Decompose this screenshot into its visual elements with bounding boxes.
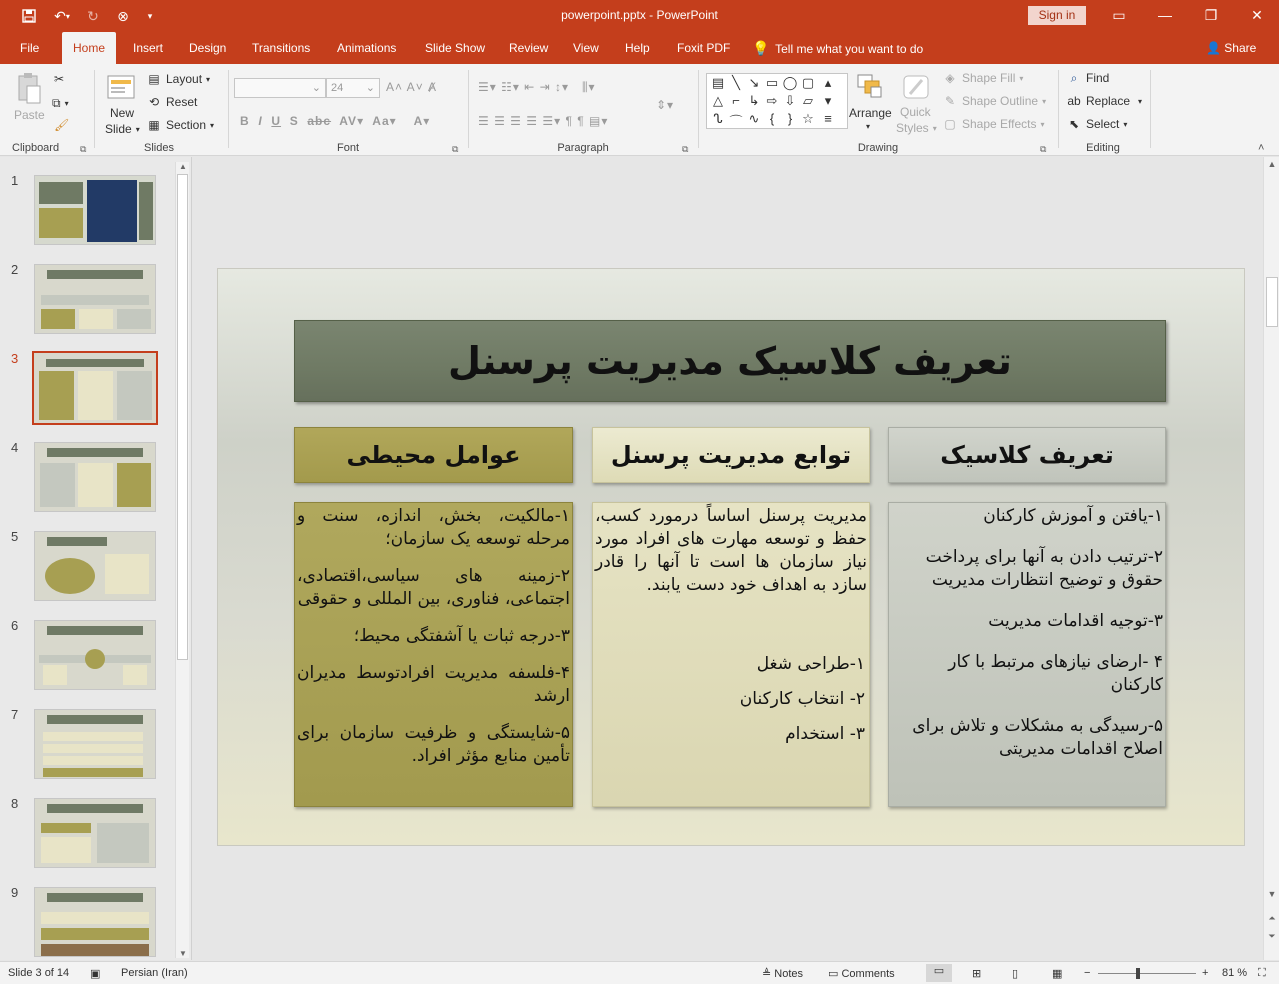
col2-header[interactable]: توابع مدیریت پرسنل	[592, 427, 870, 483]
slide-thumbnail-9[interactable]	[34, 887, 156, 957]
align-buttons[interactable]: ☰ ☰ ☰ ☰ ☰▾ ¶ ¶ ▤▾	[478, 114, 609, 128]
ribbon-display-icon[interactable]: ▭	[1112, 7, 1126, 23]
zoom-in-icon[interactable]: +	[1202, 967, 1209, 979]
zoom-level[interactable]: 81 %	[1222, 967, 1248, 979]
paragraph-group	[470, 68, 696, 154]
status-bar	[0, 961, 1279, 984]
replace-icon: ab	[1067, 94, 1081, 108]
more-shapes-icon[interactable]: ≡	[824, 111, 832, 126]
curve-shape-icon[interactable]: ∿	[748, 111, 760, 126]
slide-thumbnail-3[interactable]	[32, 351, 158, 425]
arrange-button[interactable]: Arrange	[849, 106, 892, 120]
dialog-launcher-icon[interactable]: ⧉	[452, 144, 459, 154]
clear-format-icon[interactable]: Ⱥ	[428, 80, 438, 94]
flowchart-shape-icon[interactable]: ▱	[803, 93, 813, 108]
slide-number: 7	[11, 707, 19, 722]
separator	[698, 70, 699, 148]
previous-slide-icon[interactable]: ⏶	[1268, 913, 1276, 923]
comments-label: Comments	[841, 968, 895, 980]
tab-insert[interactable]: Insert	[133, 41, 164, 55]
effects-icon: ▢	[944, 117, 956, 131]
slide-thumbnail-2[interactable]	[34, 264, 156, 334]
triangle-shape-icon[interactable]: △	[713, 93, 723, 108]
new-slide-icon[interactable]	[106, 72, 138, 102]
tab-review[interactable]: Review	[509, 41, 549, 55]
slide-number: 9	[11, 885, 19, 900]
col1-body[interactable]	[294, 502, 573, 807]
reset-button[interactable]	[146, 95, 197, 109]
new-slide-label-1[interactable]: New	[110, 106, 135, 120]
font-size-combo[interactable]: 24 ⌄	[326, 78, 380, 98]
slide-number: 8	[11, 796, 19, 811]
slideshow-view-icon[interactable]: ▦	[1052, 968, 1063, 980]
quick-styles-label-2: Styles	[896, 121, 929, 135]
scroll-down-icon[interactable]: ▾	[824, 93, 832, 108]
freeform-shape-icon[interactable]: ᔐ	[713, 111, 723, 126]
tell-me-text: Tell me what you want to do	[775, 42, 924, 56]
separator	[468, 70, 469, 148]
text-direction-icon[interactable]: ⇕▾	[656, 98, 675, 112]
tab-animations[interactable]: Animations	[337, 41, 397, 55]
fit-slide-icon[interactable]: ⛶	[1258, 967, 1266, 979]
tab-home[interactable]: Home	[62, 32, 116, 64]
pen-icon: ✎	[944, 94, 956, 108]
layout-label: Layout	[166, 72, 203, 86]
sign-in-button[interactable]: Sign in	[1028, 6, 1086, 25]
col2-intro: مدیریت پرسنل اساساً درمورد کسب، حفظ و توسعه مهارت های افراد مورد نیاز سازمان ها است تا آنها را قادر سازد به اهداف خود دست یابند.	[595, 506, 867, 595]
tab-view[interactable]: View	[573, 41, 599, 55]
tab-slide-show[interactable]: Slide Show	[425, 41, 486, 55]
new-slide-label-2: Slide	[105, 122, 132, 136]
minimize-icon[interactable]: —	[1158, 7, 1172, 23]
next-slide-icon[interactable]: ⏷	[1268, 931, 1276, 941]
font-style-buttons[interactable]: B I U S abc AV▾ Aa▾ A▾	[240, 114, 431, 128]
share-button[interactable]	[1206, 32, 1256, 64]
cut-icon[interactable]: ✂	[54, 72, 65, 86]
touch-mode-icon[interactable]: ⊗	[117, 7, 129, 24]
window-title: powerpoint.pptx - PowerPoint	[561, 8, 718, 22]
slide-number: 6	[11, 618, 19, 633]
slide-sorter-icon[interactable]: ⊞	[972, 968, 982, 980]
shape-fill-label: Shape Fill	[962, 71, 1016, 85]
list-item: ۳-توجیه اقدامات مدیریت	[988, 611, 1163, 631]
line-shape-icon[interactable]: ╲	[732, 75, 740, 90]
reset-label: Reset	[166, 95, 198, 109]
comments-button[interactable]	[828, 967, 895, 980]
slide-thumbnail-8[interactable]	[34, 798, 156, 868]
section-button[interactable]: ▦ Section ▾	[146, 118, 214, 132]
replace-label: Replace	[1086, 94, 1131, 108]
slide-number: 3	[11, 351, 19, 366]
font-size-value: 24	[331, 82, 344, 94]
list-item: ۲-زمینه های سیاسی،اقتصادی، اجتماعی، فناوری، بین المللی و حقوقی	[297, 566, 570, 609]
slide-thumbnail-5[interactable]	[34, 531, 156, 601]
slide-number: 5	[11, 529, 19, 544]
collapse-ribbon-icon[interactable]: ˄	[1258, 142, 1265, 154]
spelling-icon[interactable]: ▣	[90, 968, 101, 980]
dialog-launcher-icon[interactable]: ⧉	[80, 144, 87, 154]
paint-bucket-icon: ◈	[945, 71, 955, 85]
slides-group	[96, 68, 226, 154]
slide-number: 2	[11, 262, 19, 277]
find-button[interactable]	[1066, 71, 1109, 85]
font-group	[230, 68, 466, 154]
share-label: Share	[1224, 41, 1257, 55]
zoom-out-icon[interactable]: −	[1084, 967, 1091, 979]
elbow-arrow-icon[interactable]: ↳	[748, 93, 760, 108]
slide-scrollbar[interactable]	[1263, 157, 1279, 960]
textbox-shape-icon[interactable]: ▤	[711, 75, 725, 90]
scrollbar-thumb[interactable]	[1266, 277, 1278, 327]
scroll-up-icon[interactable]: ▲	[179, 162, 187, 171]
tell-me-box[interactable]	[752, 32, 923, 64]
customize-icon[interactable]: ▾	[147, 10, 153, 21]
tab-design[interactable]: Design	[189, 41, 227, 55]
slide-thumbnail-6[interactable]	[34, 620, 156, 690]
normal-view-icon[interactable]: ▭	[926, 964, 952, 982]
select-label: Select	[1086, 117, 1120, 131]
shapes-gallery[interactable]	[706, 73, 848, 129]
comment-icon: ▭	[828, 968, 839, 980]
section-label: Section	[166, 118, 207, 132]
rounded-rect-shape-icon[interactable]: ▢	[801, 75, 815, 90]
tab-help[interactable]: Help	[625, 41, 650, 55]
drawing-label: Drawing	[857, 142, 899, 154]
paste-icon[interactable]	[16, 72, 42, 106]
notes-label: Notes	[774, 968, 804, 980]
list-item: ۳- استخدام	[785, 724, 865, 744]
thumbnail-scrollbar[interactable]	[175, 162, 189, 958]
layout-icon: ▤	[148, 72, 160, 86]
list-item: ۲- انتخاب کارکنان	[739, 689, 865, 709]
slide-thumbnail-7[interactable]	[34, 709, 156, 779]
close-icon[interactable]: ✕	[1251, 7, 1263, 23]
notes-icon: ≜	[762, 968, 772, 980]
arrange-icon[interactable]	[855, 72, 885, 102]
list-buttons[interactable]: ☰▾ ☷▾ ⇤ ⇥ ↕▾ ⫼▾	[478, 80, 596, 94]
font-name-combo[interactable]: ⌄	[234, 78, 326, 98]
tab-foxit-pdf[interactable]: Foxit PDF	[677, 41, 731, 55]
slide-number: 4	[11, 440, 19, 455]
list-item: ۱-طراحی شغل	[756, 654, 865, 674]
zoom-slider[interactable]	[1098, 973, 1196, 974]
editing-group	[1060, 68, 1146, 154]
lightbulb-icon: 💡	[752, 40, 770, 56]
list-item: ۴ -ارضای نیازهای مرتبط با کار کارکنان	[948, 652, 1163, 695]
scroll-up-icon[interactable]: ▲	[1267, 159, 1277, 169]
separator	[94, 70, 95, 148]
cursor-icon: ⬉	[1068, 117, 1080, 131]
shape-fill-button[interactable]: ◈ Shape Fill ▾	[942, 71, 1023, 85]
reading-view-icon[interactable]: ▯	[1012, 968, 1019, 980]
star-shape-icon[interactable]: ☆	[802, 111, 814, 126]
copy-icon[interactable]: ⧉ ▾	[52, 96, 69, 110]
restore-icon[interactable]: ❐	[1204, 7, 1218, 23]
slide-thumbnail-4[interactable]	[34, 442, 156, 512]
shape-effects-label: Shape Effects	[962, 117, 1037, 131]
paste-button[interactable]: Paste	[14, 108, 45, 122]
slide-number: 1	[11, 173, 19, 188]
font-size-buttons[interactable]: A˄ A˅ Ⱥ	[386, 80, 438, 94]
list-item: ۱-مالکیت، بخش، اندازه، سنت و مرحله توسعه یک سازمان؛	[297, 506, 570, 549]
person-icon: 👤	[1206, 41, 1221, 55]
paragraph-label: Paragraph	[557, 142, 609, 154]
quick-styles-label-1[interactable]: Quick	[900, 105, 931, 119]
replace-button[interactable]: ab Replace ▾	[1067, 94, 1143, 108]
col3-body[interactable]	[888, 502, 1166, 807]
right-arrow-shape-icon[interactable]: ⇨	[766, 93, 778, 108]
select-button[interactable]: ⬉ Select ▾	[1066, 117, 1127, 131]
clipboard-label: Clipboard	[12, 142, 60, 154]
left-brace-icon[interactable]: {	[769, 111, 775, 126]
reset-icon: ⟲	[148, 95, 160, 109]
shape-outline-button[interactable]: ✎ Shape Outline ▾	[942, 94, 1046, 108]
right-brace-icon[interactable]: }	[787, 111, 793, 126]
list-item: ۲-ترتیب دادن به آنها برای پرداخت حقوق و توضیح انتظارات مدیریت	[925, 547, 1163, 590]
slides-label: Slides	[144, 142, 174, 154]
col3-header[interactable]: تعریف کلاسیک	[888, 427, 1166, 483]
new-slide-button[interactable]: Slide ▾	[105, 122, 140, 136]
dialog-launcher-icon[interactable]: ⧉	[1040, 144, 1047, 154]
section-icon: ▦	[148, 118, 160, 132]
list-item: ۴-فلسفه مدیریت افرادتوسط مدیران ارشد	[297, 663, 570, 706]
find-label: Find	[1086, 71, 1110, 85]
separator	[228, 70, 229, 148]
slide-title[interactable]: تعریف کلاسیک مدیریت پرسنل	[294, 320, 1166, 402]
find-icon: ⌕	[1070, 71, 1078, 85]
arc-shape-icon[interactable]: ⌒	[729, 114, 743, 129]
separator	[1150, 70, 1151, 148]
font-label: Font	[336, 142, 359, 154]
scrollbar-thumb[interactable]	[177, 174, 188, 660]
tab-file[interactable]: File	[20, 41, 40, 55]
oval-shape-icon[interactable]: ◯	[782, 75, 798, 90]
scroll-up-icon[interactable]: ▴	[824, 75, 832, 90]
quick-styles-icon[interactable]	[900, 72, 932, 104]
separator	[1058, 70, 1059, 148]
arrow-line-shape-icon[interactable]: ↘	[748, 75, 760, 90]
elbow-connector-icon[interactable]: ⌐	[732, 93, 740, 108]
title-bar	[0, 0, 1279, 32]
language-indicator[interactable]: Persian (Iran)	[121, 967, 188, 979]
zoom-slider-thumb[interactable]	[1136, 968, 1140, 979]
quick-styles-button[interactable]: Styles ▾	[896, 121, 937, 135]
tab-transitions[interactable]: Transitions	[252, 41, 311, 55]
arrange-dropdown-icon[interactable]: ▾	[866, 122, 871, 131]
scroll-down-icon[interactable]: ▼	[179, 949, 187, 958]
notes-button[interactable]	[762, 967, 803, 980]
slide-counter: Slide 3 of 14	[8, 967, 70, 979]
down-arrow-shape-icon[interactable]: ⇩	[784, 93, 796, 108]
layout-button[interactable]: ▤ Layout ▾	[146, 72, 210, 86]
undo-icon[interactable]: ↶ ▾	[54, 7, 70, 24]
ribbon	[0, 64, 1279, 156]
clipboard-group	[0, 68, 92, 154]
ribbon-tabs	[0, 32, 1279, 64]
col2-body[interactable]	[592, 502, 870, 807]
list-item: ۳-درجه ثبات یا آشفتگی محیط؛	[353, 626, 570, 646]
redo-icon[interactable]: ↻	[87, 7, 99, 24]
list-item: ۱-یافتن و آموزش کارکنان	[983, 506, 1163, 526]
scroll-down-icon[interactable]: ▼	[1267, 889, 1277, 899]
format-painter-icon[interactable]: 🖌	[54, 118, 70, 132]
slide-thumbnail-1[interactable]	[34, 175, 156, 245]
list-item: ۵-رسیدگی به مشکلات و تلاش برای اصلاح اقدامات مدیریتی	[912, 716, 1163, 759]
shape-outline-label: Shape Outline	[962, 94, 1039, 108]
editing-label: Editing	[1086, 142, 1120, 154]
rectangle-shape-icon[interactable]: ▭	[765, 75, 779, 90]
shape-effects-button[interactable]: ▢ Shape Effects ▾	[942, 117, 1045, 131]
dialog-launcher-icon[interactable]: ⧉	[682, 144, 689, 154]
list-item: ۵-شایستگی و ظرفیت سازمان برای تأمین منابع مؤثر افراد.	[297, 723, 570, 766]
col1-header[interactable]: عوامل محیطی	[294, 427, 573, 483]
